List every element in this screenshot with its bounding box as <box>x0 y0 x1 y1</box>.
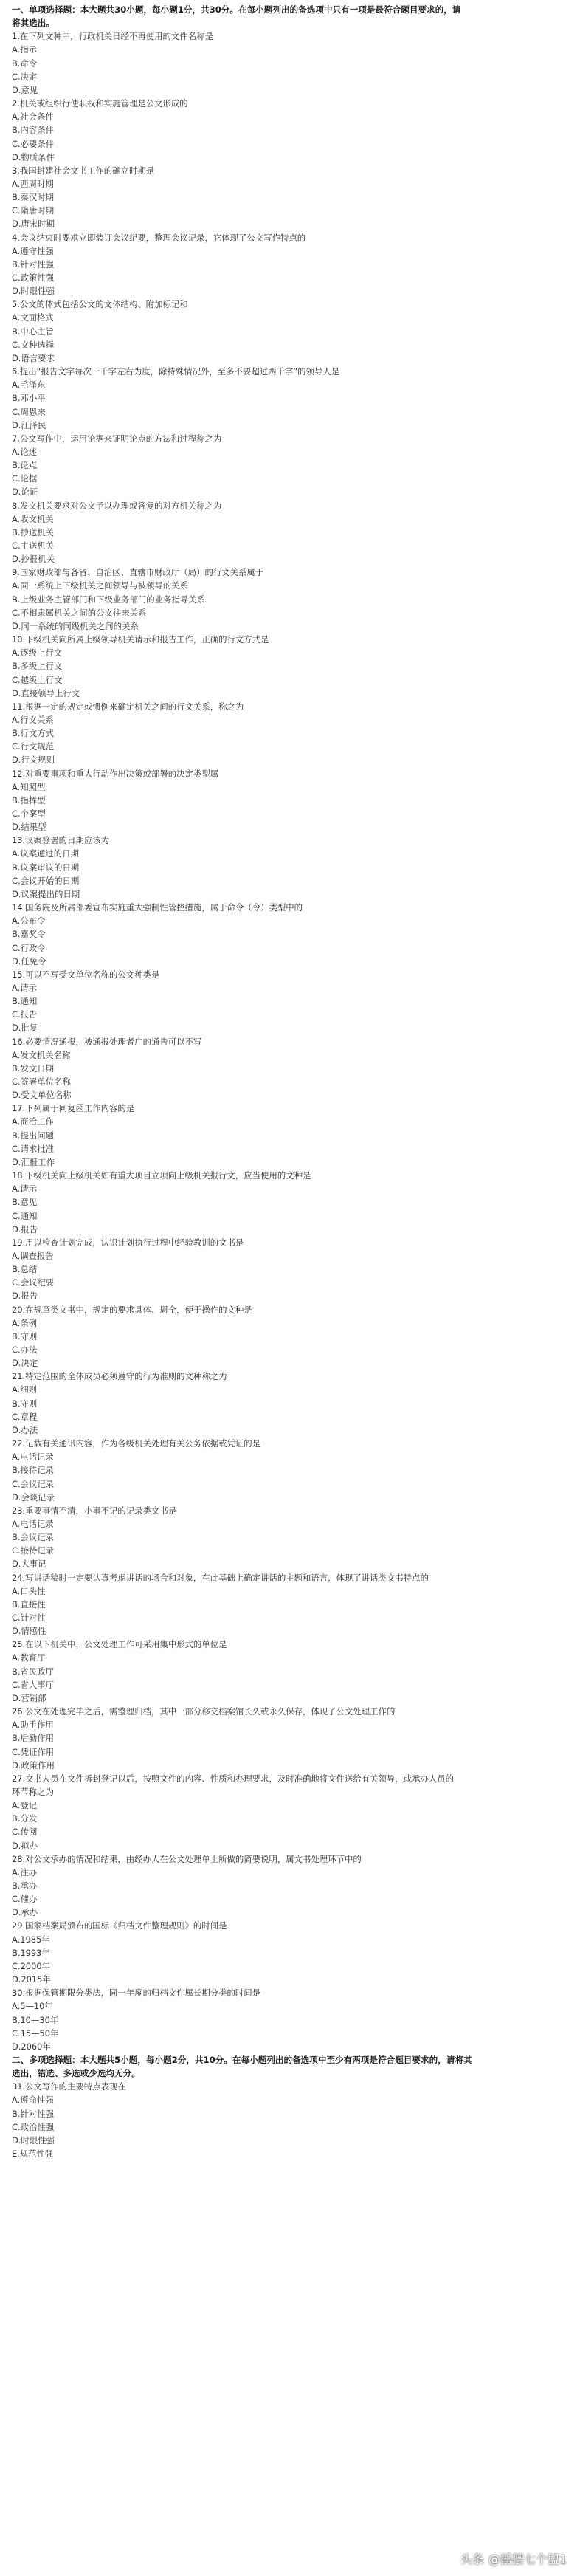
answer-option: B.承办 <box>12 1881 38 1891</box>
answer-option: D.行文规则 <box>12 755 55 766</box>
answer-option: D.营销部 <box>12 1692 46 1703</box>
answer-option: B.直接性 <box>12 1598 46 1610</box>
answer-option: D.议案提出的日期 <box>12 888 80 899</box>
answer-option: B.内容条件 <box>12 125 54 136</box>
question-stem: 16.必要情况通报，被通报处理者广的通告可以不写 <box>12 1036 202 1047</box>
answer-option: B.行文方式 <box>12 728 54 739</box>
answer-option: D.办法 <box>12 1424 38 1435</box>
question-stem: 8.发文机关要求对公文予以办理或答复的对方机关称之为 <box>12 500 222 511</box>
question-stem: 31.公文写作的主要特点表现在 <box>12 2081 126 2092</box>
answer-option: D.汇报工作 <box>12 1156 55 1167</box>
answer-option: A.同一系统上下级机关之间领导与被领导的关系 <box>12 580 189 591</box>
question-stem: 14.国务院及所属部委宣布实施重大强制性管控措施，属于命令（令）类型中的 <box>12 902 303 913</box>
answer-option: A.助手作用 <box>12 1720 54 1731</box>
answer-option: C.报告 <box>12 1009 38 1020</box>
answer-option: D.情感性 <box>12 1626 46 1637</box>
answer-option: D.2015年 <box>12 1974 51 1985</box>
answer-option: A.知照型 <box>12 781 46 792</box>
answer-option: D.时限性强 <box>12 2134 55 2146</box>
answer-option: D.抄报机关 <box>12 554 55 565</box>
answer-option: B.10—30年 <box>12 2014 59 2025</box>
answer-option: B.守则 <box>12 1398 38 1409</box>
answer-option: B.上级业务主管部门和下级业务部门的业务指导关系 <box>12 594 206 605</box>
answer-option: C.会议开始的日期 <box>12 875 80 886</box>
answer-option: A.文面格式 <box>12 312 54 323</box>
answer-option: B.命令 <box>12 58 38 69</box>
question-stem: 9.国家财政部与各省、自治区、直辖市财政厅（局）的行文关系属于 <box>12 567 264 578</box>
answer-option: A.论述 <box>12 446 37 457</box>
answer-option: D.受文单位名称 <box>12 1090 72 1101</box>
answer-option: C.政治性强 <box>12 2121 55 2132</box>
answer-option: A.逐级上行文 <box>12 648 63 659</box>
answer-option: A.1985年 <box>12 1934 50 1945</box>
answer-option: A.电话记录 <box>12 1518 54 1529</box>
answer-option: B.通知 <box>12 996 38 1007</box>
answer-option: C.不相隶属机关之间的公文往来关系 <box>12 607 147 618</box>
question-stem: 4.会议结束时要求立即装订会议纪要，整理会议记录，它体现了公文写作特点的 <box>12 232 306 243</box>
answer-option: A.登记 <box>12 1800 37 1811</box>
answer-option: C.会议纪要 <box>12 1277 55 1288</box>
question-stem: 2.机关或组织行使职权和实施管理是公文形成的 <box>12 98 188 109</box>
section-heading: 将其选出。 <box>12 18 55 29</box>
answer-option: C.论据 <box>12 473 38 484</box>
answer-option: C.请求批准 <box>12 1143 55 1154</box>
question-stem: 环节称之为 <box>12 1786 54 1797</box>
answer-option: C.周恩来 <box>12 406 46 417</box>
answer-option: D.同一系统的同级机关之间的关系 <box>12 620 139 631</box>
answer-option: A.细则 <box>12 1384 37 1395</box>
answer-option: A.5—10年 <box>12 2001 53 2012</box>
answer-option: C.省人事厅 <box>12 1679 55 1690</box>
answer-option: B.提出问题 <box>12 1130 54 1141</box>
answer-option: A.教育厅 <box>12 1652 46 1663</box>
section-heading: 二、多项选择题：本大题共5小题，每小题2分，共10分。在每小题列出的备选项中至少有两项是符合题目要求的，请将其 <box>12 2054 472 2065</box>
answer-option: A.公布令 <box>12 916 46 927</box>
answer-option: C.针对性 <box>12 1612 46 1623</box>
answer-option: B.抄送机关 <box>12 526 54 537</box>
answer-option: D.会谈记录 <box>12 1491 55 1502</box>
answer-option: A.条例 <box>12 1317 37 1328</box>
answer-option: B.会议记录 <box>12 1532 54 1543</box>
answer-option: C.越级上行文 <box>12 674 63 685</box>
answer-option: C.决定 <box>12 71 38 82</box>
answer-option: A.请示 <box>12 1184 37 1195</box>
answer-option: C.主送机关 <box>12 540 55 551</box>
answer-option: A.请示 <box>12 982 37 993</box>
answer-option: C.行文规范 <box>12 741 55 752</box>
answer-option: B.分发 <box>12 1813 38 1824</box>
answer-option: C.凭证作用 <box>12 1746 55 1757</box>
question-stem: 21.特定范围的全体成员必须遵守的行为准则的文种称之为 <box>12 1371 227 1382</box>
answer-option: B.秦汉时期 <box>12 192 54 203</box>
answer-option: C.签署单位名称 <box>12 1076 71 1087</box>
answer-option: D.批复 <box>12 1023 38 1034</box>
answer-option: C.会议记录 <box>12 1478 55 1489</box>
answer-option: C.催办 <box>12 1894 38 1905</box>
answer-option: D.结果型 <box>12 822 46 833</box>
answer-option: A.议案通过的日期 <box>12 848 79 859</box>
answer-option: D.论证 <box>12 487 38 498</box>
question-stem: 24.写讲话稿时一定要认真考虑讲话的场合和对象，在此基础上确定讲话的主题和语言，体现了讲话类文书特点的 <box>12 1572 429 1583</box>
question-stem: 23.重要事情不清，小事不记的记录类文书是 <box>12 1505 177 1516</box>
answer-option: B.针对性强 <box>12 2108 54 2119</box>
answer-option: A.遵命性强 <box>12 2095 54 2106</box>
answer-option: C.传阅 <box>12 1827 38 1838</box>
question-stem: 11.根据一定的规定或惯例来确定机关之间的行文关系，称之为 <box>12 701 244 712</box>
answer-option: A.发文机关名称 <box>12 1049 71 1060</box>
answer-option: D.2060年 <box>12 2041 51 2052</box>
answer-option: A.商洽工作 <box>12 1116 54 1127</box>
answer-option: B.总结 <box>12 1264 38 1275</box>
question-stem: 19.用以检查计划完成，认识计划执行过程中经验教训的文书是 <box>12 1237 244 1248</box>
answer-option: C.个案型 <box>12 808 46 819</box>
answer-option: B.多级上行文 <box>12 661 63 672</box>
answer-option: A.行文关系 <box>12 714 54 725</box>
section-heading: 一、单项选择题：本大题共30小题，每小题1分，共30分。在每小题列出的备选项中只有一项是最符合题目要求的，请 <box>12 4 461 15</box>
answer-option: C.15—50年 <box>12 2027 59 2039</box>
answer-option: A.调查报告 <box>12 1250 54 1261</box>
answer-option: B.发文日期 <box>12 1062 54 1074</box>
answer-option: B.议案审议的日期 <box>12 862 80 873</box>
answer-option: A.遵守性强 <box>12 245 54 256</box>
answer-option: C.章程 <box>12 1411 38 1422</box>
answer-option: D.决定 <box>12 1358 38 1369</box>
question-stem: 28.对公文承办的情况和结果，由经办人在公文处理单上所做的简要说明，属文书处理环节中的 <box>12 1853 362 1864</box>
answer-option: C.文种选择 <box>12 339 55 350</box>
answer-option: D.任免令 <box>12 955 46 966</box>
answer-option: B.邓小平 <box>12 393 46 404</box>
question-stem: 29.国家档案局颁布的国标《归档文件整理规则》的时间是 <box>12 1920 227 1931</box>
answer-option: D.大事记 <box>12 1559 46 1570</box>
answer-option: B.中心主旨 <box>12 326 54 337</box>
answer-option: C.办法 <box>12 1344 38 1355</box>
answer-option: B.针对性强 <box>12 258 54 269</box>
answer-option: D.物质条件 <box>12 151 55 162</box>
question-stem: 5.公文的体式包括公文的文体结构、附加标记和 <box>12 299 188 310</box>
answer-option: C.隋唐时期 <box>12 205 55 216</box>
question-stem: 1.在下列文种中，行政机关日经不再使用的文件名称是 <box>12 31 213 42</box>
answer-option: A.口头性 <box>12 1585 46 1596</box>
answer-option: A.西周时期 <box>12 178 54 189</box>
answer-option: A.指示 <box>12 44 37 55</box>
answer-option: A.电话记录 <box>12 1452 54 1463</box>
answer-option: A.毛泽东 <box>12 379 46 391</box>
question-stem: 25.在以下机关中，公文处理工作可采用集中形式的单位是 <box>12 1639 227 1650</box>
question-stem: 3.我国封建社会文书工作的确立时期是 <box>12 165 155 176</box>
answer-option: B.嘉奖令 <box>12 929 46 940</box>
question-stem: 30.根据保管期限分类法，同一年度的归档文件属长期分类的时间是 <box>12 1988 261 1999</box>
answer-option: D.江泽民 <box>12 419 46 430</box>
answer-option: D.唐宋时期 <box>12 219 55 230</box>
answer-option: B.后勤作用 <box>12 1733 54 1744</box>
answer-option: D.语言要求 <box>12 352 55 363</box>
answer-option: D.直接领导上行文 <box>12 687 80 698</box>
answer-option: D.承办 <box>12 1907 38 1918</box>
answer-option: B.守则 <box>12 1330 38 1342</box>
answer-option: B.省民政厅 <box>12 1666 54 1677</box>
answer-option: C.必要条件 <box>12 138 55 149</box>
question-stem: 18.下级机关向上级机关如有重大项目立项向上级机关报行文，应当使用的文种是 <box>12 1170 311 1181</box>
question-stem: 13.议案签署的日期应该为 <box>12 835 110 846</box>
question-stem: 20.在规章类文书中，规定的要求具体、周全，便于操作的文种是 <box>12 1304 252 1315</box>
answer-option: B.接待记录 <box>12 1465 54 1476</box>
answer-option: D.拟办 <box>12 1840 38 1851</box>
question-stem: 7.公文写作中，运用论据来证明论点的方法和过程称之为 <box>12 433 222 444</box>
answer-option: D.报告 <box>12 1223 38 1234</box>
question-stem: 10.下级机关向所属上级领导机关请示和报告工作，正确的行文方式是 <box>12 634 269 645</box>
answer-option: B.论点 <box>12 460 38 471</box>
answer-option: B.意见 <box>12 1197 38 1208</box>
answer-option: C.行政令 <box>12 942 46 953</box>
question-stem: 17.下列属于同复函工作内容的是 <box>12 1103 135 1114</box>
answer-option: C.2000年 <box>12 1960 50 1971</box>
answer-option: A.社会条件 <box>12 111 54 123</box>
answer-option: D.时限性强 <box>12 286 55 297</box>
answer-option: C.政策性强 <box>12 272 55 283</box>
answer-option: D.报告 <box>12 1291 38 1302</box>
answer-option: B.1993年 <box>12 1947 50 1958</box>
question-stem: 6.提出“报告文字每次一千字左右为度，除特殊情况外，至多不要超过两千字”的领导人是 <box>12 366 340 377</box>
answer-option: A.注办 <box>12 1866 37 1878</box>
question-stem: 22.记载有关通讯内容，作为各级机关处理有关公务依据或凭证的是 <box>12 1438 261 1449</box>
question-stem: 12.对重要事项和重大行动作出决策或部署的决定类型属 <box>12 768 219 779</box>
question-stem: 26.公文在处理完毕之后，需整理归档，其中一部分移交档案馆长久或永久保存，体现了公文处理工作的 <box>12 1706 396 1717</box>
section-heading: 选出，错选、多选或少选均无分。 <box>12 2068 140 2079</box>
question-stem: 15.可以不写受文单位名称的公文种类是 <box>12 969 160 980</box>
answer-option: D.政策作用 <box>12 1759 55 1770</box>
answer-option: C.接待记录 <box>12 1545 55 1556</box>
answer-option: D.意见 <box>12 84 38 95</box>
watermark-prefix: 头条 <box>460 2552 484 2566</box>
answer-option: E.规范性强 <box>12 2149 54 2159</box>
answer-option: C.通知 <box>12 1210 38 1221</box>
watermark-handle: @摇摆七个盟1 <box>488 2552 567 2566</box>
source-watermark <box>460 2549 567 2568</box>
answer-option: B.指挥型 <box>12 794 46 806</box>
answer-option: A.收文机关 <box>12 513 54 524</box>
question-stem: 27.文书人员在文件拆封登记以后，按照文件的内容、性质和办理要求，及时准确地将文件送给有关领导，或承办人员的 <box>12 1773 455 1784</box>
